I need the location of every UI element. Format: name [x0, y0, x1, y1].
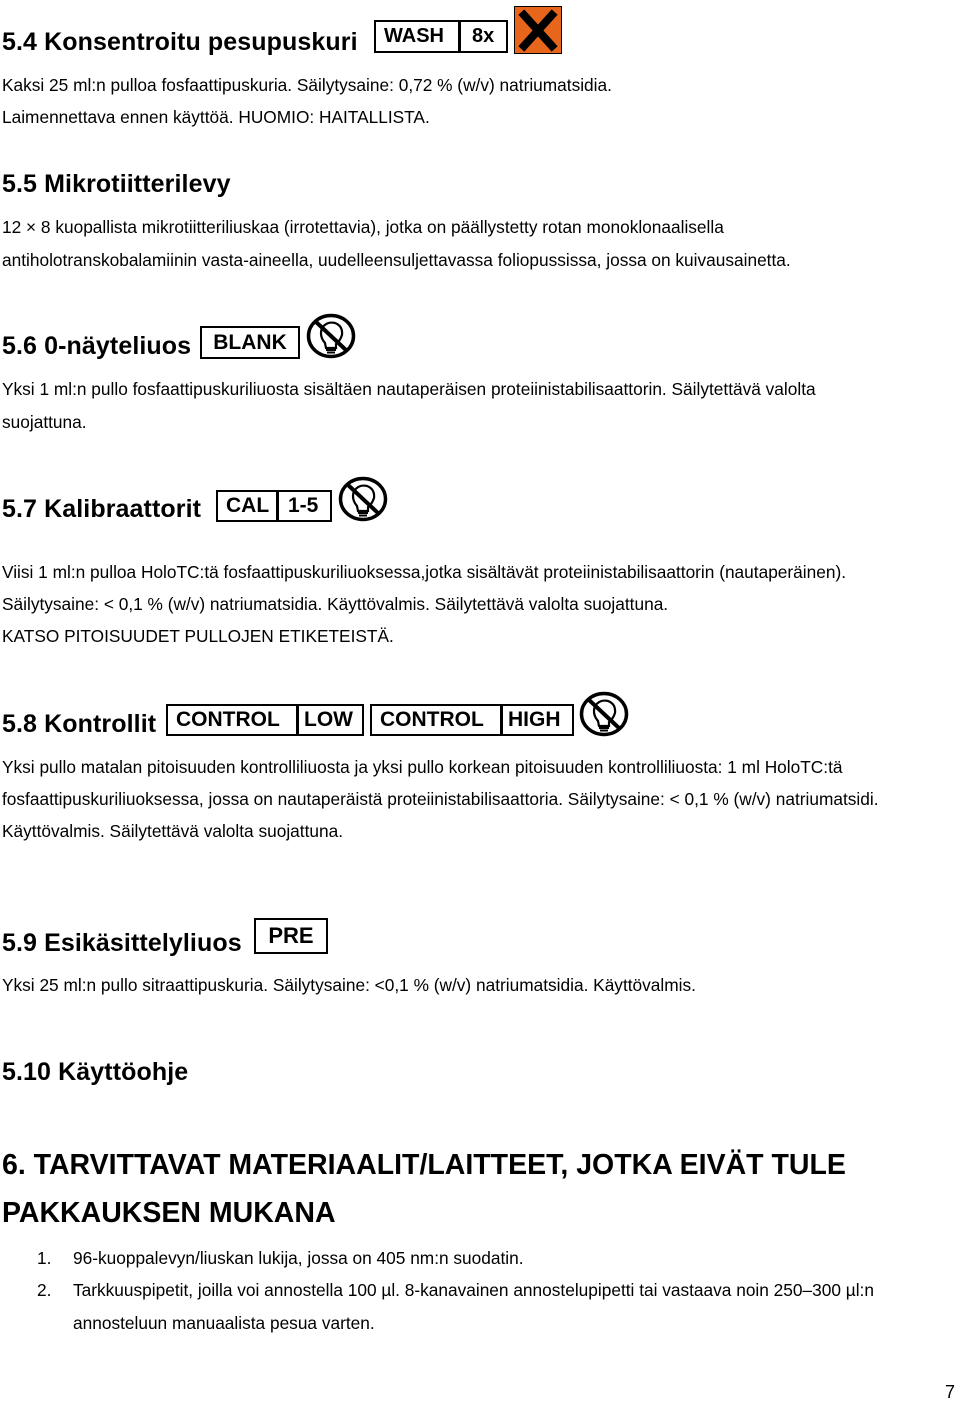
section-5-4-heading: 5.4 Konsentroitu pesupuskuri [2, 28, 358, 56]
section-5-5-line-1: 12 × 8 kuopallista mikrotiitteriliuskaa (irrotettavia), jotka on päällystetty rotan monoklonaalisella [2, 217, 724, 237]
no-light-icon [338, 476, 388, 522]
list-item-text-continued: annosteluun manuaalista pesua varten. [73, 1313, 375, 1333]
cal-1-5-label: CAL 1-5 [216, 490, 332, 522]
list-item-text: Tarkkuuspipetit, joilla voi annostella 100 µl. 8-kanavainen annostelupipetti tai vastaava noin 250–300 µl:n [73, 1280, 874, 1300]
section-5-5-heading: 5.5 Mikrotiitterilevy [2, 170, 231, 198]
page-number: 7 [945, 1382, 956, 1402]
section-5-10-heading: 5.10 Käyttöohje [2, 1058, 189, 1086]
no-light-icon [306, 313, 356, 359]
control-high-label: CONTROL HIGH [370, 704, 574, 736]
section-5-4-line-2: Laimennettava ennen käyttöä. HUOMIO: HAITALLISTA. [2, 107, 430, 127]
section-5-8-heading: 5.8 Kontrollit [2, 710, 157, 738]
section-5-7-line-1: Viisi 1 ml:n pulloa HoloTC:tä fosfaattipuskuriliuoksessa,jotka sisältävät proteiinistabilisaattorin (nautaperäinen). [2, 562, 847, 582]
wash-8x-label: WASH 8x [374, 20, 508, 53]
section-6-heading-line-2: PAKKAUKSEN MUKANA [2, 1197, 336, 1229]
no-light-icon [579, 691, 629, 737]
pre-label: PRE [254, 918, 328, 954]
harmful-hazard-icon [514, 6, 562, 54]
control-low-label: CONTROL LOW [166, 704, 364, 736]
list-item-number: 2. [37, 1280, 52, 1300]
section-5-8-line-2: fosfaattipuskuriliuoksessa, jossa on nautaperäistä proteiinistabilisaattoria. Säilytysaine: < 0,1 % (w/v) natriumatsidi. [2, 789, 879, 809]
section-5-5-line-2: antiholotranskobalamiinin vasta-aineella, uudelleensuljettavassa foliopussissa, jossa on kuivausainetta. [2, 250, 791, 270]
section-6-heading-line-1: 6. TARVITTAVAT MATERIAALIT/LAITTEET, JOTKA EIVÄT TULE [2, 1149, 846, 1181]
section-5-6-heading: 5.6 0-näyteliuos [2, 332, 192, 360]
section-5-9-line-1: Yksi 25 ml:n pullo sitraattipuskuria. Säilytysaine: <0,1 % (w/v) natriumatsidia. Käyttövalmis. [2, 975, 696, 995]
list-item-text: 96-kuoppalevyn/liuskan lukija, jossa on 405 nm:n suodatin. [73, 1248, 524, 1268]
section-5-9-heading: 5.9 Esikäsittelyliuos [2, 929, 242, 957]
section-5-7-heading: 5.7 Kalibraattorit [2, 495, 202, 523]
section-5-6-line-1: Yksi 1 ml:n pullo fosfaattipuskuriliuosta sisältäen nautaperäisen proteiinistabilisaattorin. Säilytettävä valolta [2, 379, 816, 399]
section-5-4-line-1: Kaksi 25 ml:n pulloa fosfaattipuskuria. Säilytysaine: 0,72 % (w/v) natriumatsidia. [2, 75, 612, 95]
section-5-8-line-1: Yksi pullo matalan pitoisuuden kontrolliliuosta ja yksi pullo korkean pitoisuuden kontrolliliuosta: 1 ml HoloTC:tä [2, 757, 843, 777]
section-5-8-line-3: Käyttövalmis. Säilytettävä valolta suojattuna. [2, 821, 344, 841]
blank-label: BLANK [200, 326, 300, 359]
list-item-number: 1. [37, 1248, 52, 1268]
section-5-7-line-2: Säilytysaine: < 0,1 % (w/v) natriumatsidia. Käyttövalmis. Säilytettävä valolta suojattuna. [2, 594, 669, 614]
section-5-6-line-2: suojattuna. [2, 412, 87, 432]
section-5-7-line-3: KATSO PITOISUUDET PULLOJEN ETIKETEISTÄ. [2, 626, 394, 646]
